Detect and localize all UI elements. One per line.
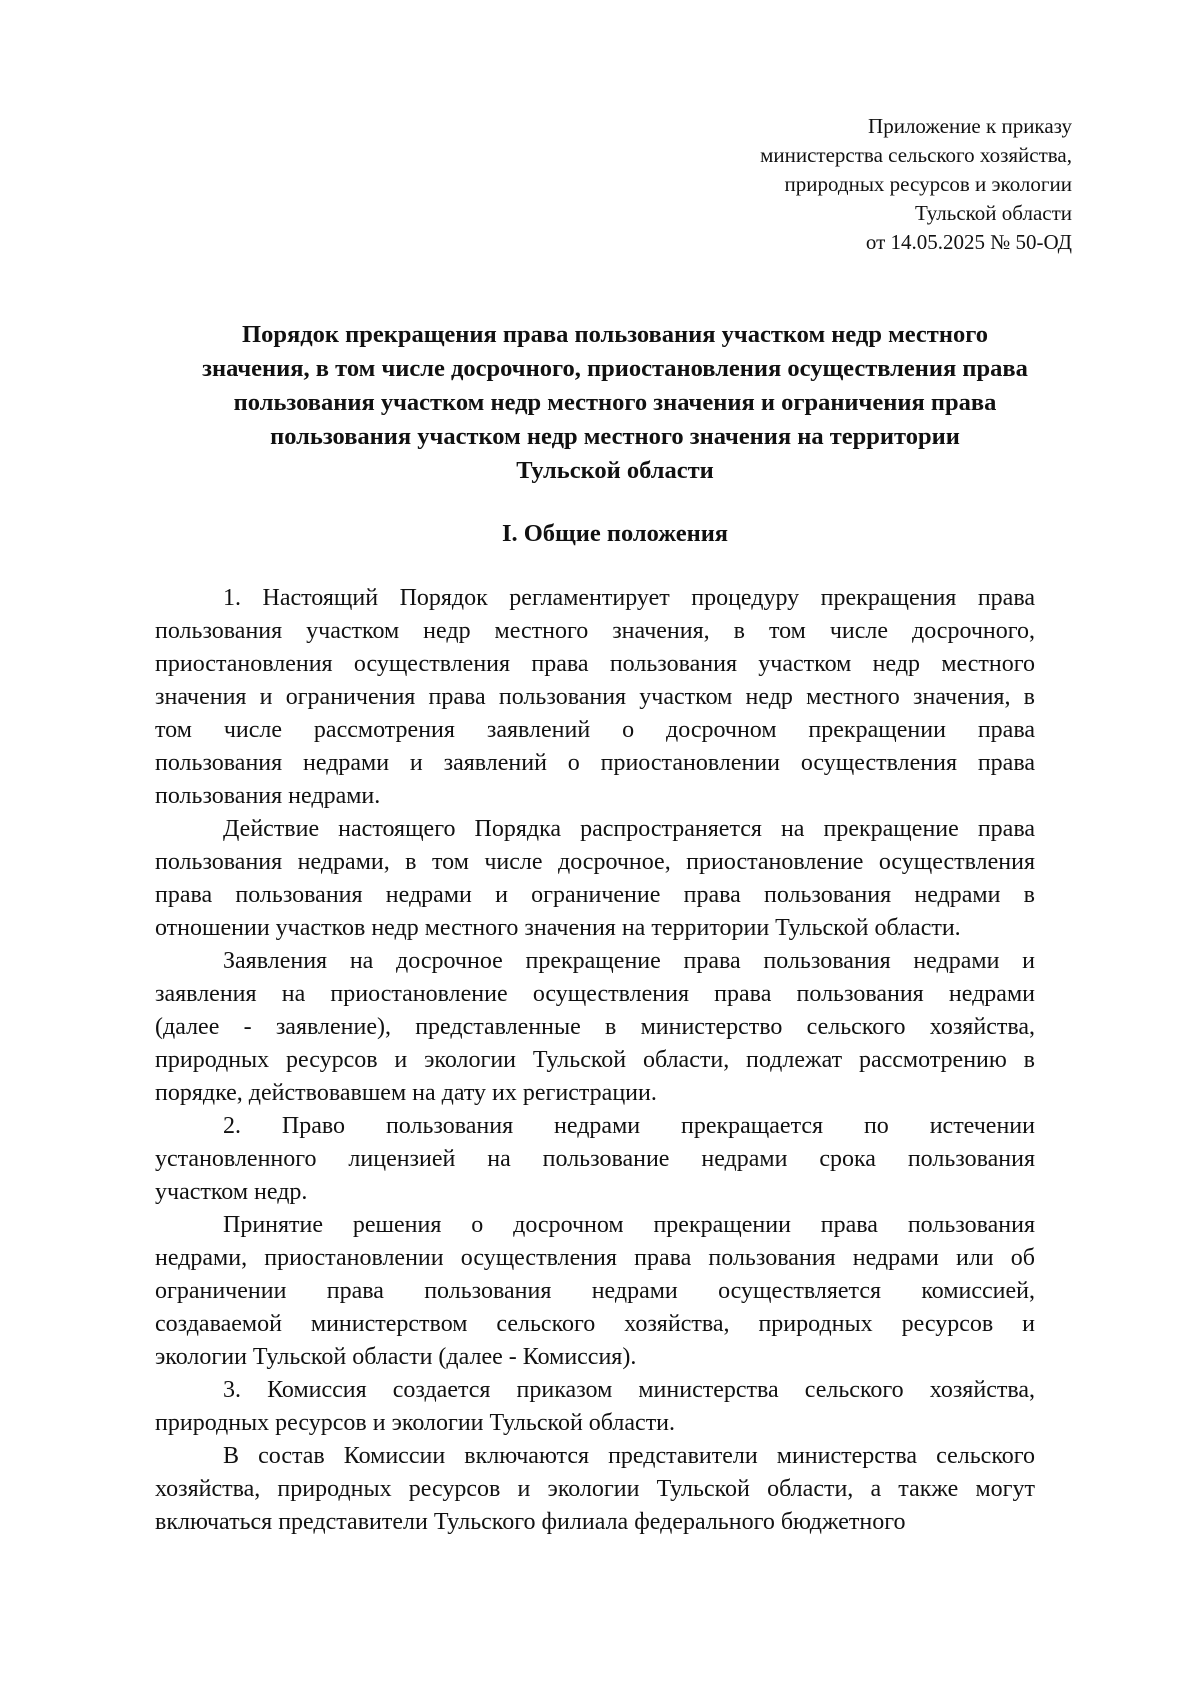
paragraph-line: установленного лицензией на пользование недрами срока пользования (155, 1146, 1035, 1172)
body-paragraph (155, 582, 1035, 813)
paragraph-line: хозяйства, природных ресурсов и экологии Тульской области, а также могут (155, 1476, 1035, 1502)
approval-line: природных ресурсов и экологии (784, 172, 1072, 196)
approval-line: министерства сельского хозяйства, (760, 143, 1072, 167)
paragraph-line: приостановления осуществления права пользования участком недр местного (155, 651, 1035, 677)
paragraph-line: пользования недрами и заявлений о приостановлении осуществления права (155, 750, 1035, 776)
title-line: Тульской области (516, 457, 714, 484)
paragraph-line: 1. Настоящий Порядок регламентирует процедуру прекращения права (223, 585, 1035, 611)
paragraph-line: пользования недрами, в том числе досрочное, приостановление осуществления (155, 849, 1035, 875)
title-line: пользования участком недр местного значения на территории (270, 423, 960, 450)
body-paragraph (155, 813, 1035, 945)
paragraph-line: создаваемой министерством сельского хозяйства, природных ресурсов и (155, 1311, 1035, 1337)
paragraph-line: В состав Комиссии включаются представители министерства сельского (223, 1443, 1035, 1469)
approval-block (760, 112, 1072, 257)
paragraph-line: природных ресурсов и экологии Тульской области, подлежат рассмотрению в (155, 1047, 1035, 1073)
document-body (155, 582, 1035, 1539)
approval-date-number: от 14.05.2025 № 50-ОД (865, 230, 1072, 254)
paragraph-line: ограничении права пользования недрами осуществляется комиссией, (155, 1278, 1035, 1304)
paragraph-line: заявления на приостановление осуществления права пользования недрами (155, 981, 1035, 1007)
paragraph-line: Действие настоящего Порядка распространяется на прекращение права (223, 816, 1035, 842)
body-paragraph (155, 1209, 1035, 1374)
paragraph-line: участком недр. (155, 1179, 308, 1205)
paragraph-line: природных ресурсов и экологии Тульской области. (155, 1410, 676, 1436)
body-paragraph (155, 1110, 1035, 1209)
paragraph-line: права пользования недрами и ограничение права пользования недрами в (155, 882, 1035, 908)
paragraph-line: 3. Комиссия создается приказом министерства сельского хозяйства, (223, 1377, 1035, 1403)
paragraph-line: Заявления на досрочное прекращение права пользования недрами и (223, 948, 1035, 974)
section-heading: I. Общие положения (501, 520, 729, 547)
paragraph-line: (далее - заявление), представленные в министерство сельского хозяйства, (155, 1014, 1035, 1040)
paragraph-line: недрами, приостановлении осуществления права пользования недрами или об (155, 1245, 1035, 1271)
paragraph-line: пользования недрами. (155, 783, 381, 809)
paragraph-line: отношении участков недр местного значения на территории Тульской области. (155, 915, 961, 941)
approval-line: Тульской области (914, 201, 1072, 225)
approval-line: Приложение к приказу (868, 114, 1072, 138)
paragraph-line: пользования участком недр местного значения, в том числе досрочного, (155, 618, 1035, 644)
title-line: значения, в том числе досрочного, приостановления осуществления права (202, 355, 1028, 382)
paragraph-line: включаться представители Тульского филиала федерального бюджетного (155, 1509, 906, 1535)
body-paragraph (155, 945, 1035, 1110)
document-title (150, 318, 1080, 488)
paragraph-line: 2. Право пользования недрами прекращается по истечении (223, 1113, 1035, 1139)
body-paragraph (155, 1374, 1035, 1440)
paragraph-line: том числе рассмотрения заявлений о досрочном прекращении права (155, 717, 1035, 743)
paragraph-line: порядке, действовавшем на дату их регистрации. (155, 1080, 657, 1106)
title-line: пользования участком недр местного значения и ограничения права (233, 389, 997, 416)
paragraph-line: экологии Тульской области (далее - Комиссия). (155, 1344, 637, 1370)
paragraph-line: Принятие решения о досрочном прекращении права пользования (223, 1212, 1035, 1238)
paragraph-line: значения и ограничения права пользования участком недр местного значения, в (155, 684, 1035, 710)
body-paragraph (155, 1440, 1035, 1539)
title-line: Порядок прекращения права пользования участком недр местного (242, 321, 988, 348)
